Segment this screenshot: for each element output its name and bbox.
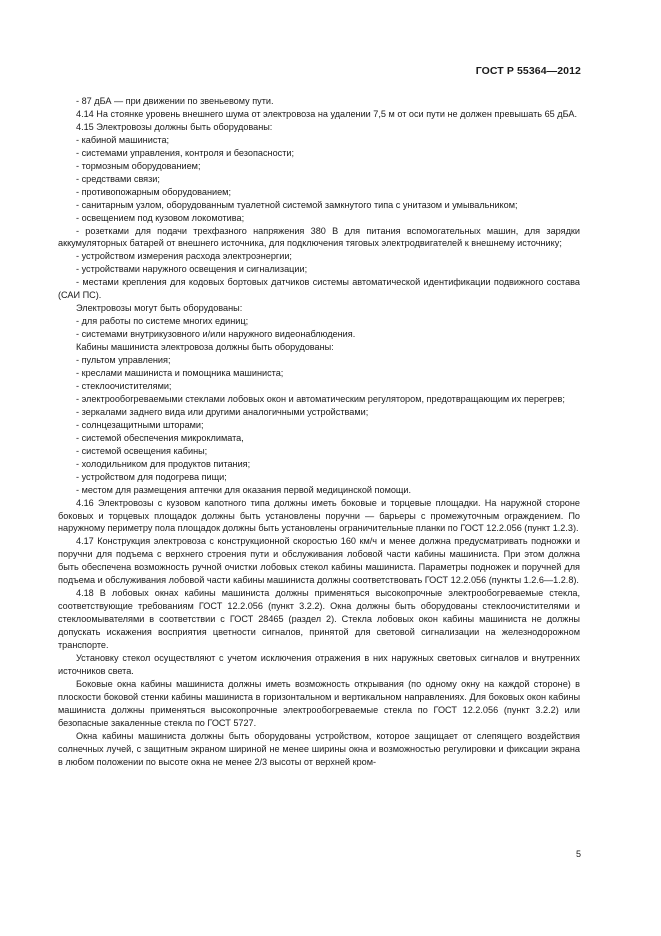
list-item: - креслами машиниста и помощника машиниста; — [76, 368, 284, 379]
list-item: - устройством измерения расхода электроэнергии; — [76, 251, 292, 262]
paragraph: 4.18 В лобовых окнах кабины машиниста должны применяться высокопрочные электрообогреваемые стекла, соответствующие требованиям ГОСТ 12.2.056 (пункт 3.2.2). Окна должны быть оборудованы стеклоочистителями и стеклоомывателями в соответствии с ГОСТ 28465 (раздел 2). Стекла лобовых окон кабины машиниста не должны допускать искажения восприятия цветности сигналов, принятой для световой сигнализации на железнодорожном транспорте. — [58, 588, 580, 651]
paragraph: Кабины машиниста электровоза должны быть оборудованы: — [76, 342, 334, 353]
list-item: - системами управления, контроля и безопасности; — [76, 147, 295, 158]
paragraph: Электровозы могут быть оборудованы: — [76, 303, 243, 314]
paragraph: 4.16 Электровозы с кузовом капотного типа должны иметь боковые и торцевые площадки. На наружной стороне боковых и торцевых площадок должны быть установлены поручни — барьеры с промежуточным ограждением. По наружному периметру пола площадок должны быть установлены ограничительные планки по ГОСТ 12.2.056 (пункт 1.2.3). — [58, 497, 580, 534]
list-item: - 87 дБА — при движении по звеньевому пути. — [76, 96, 274, 106]
list-item: - системой обеспечения микроклимата, — [76, 432, 244, 443]
list-item: - устройством для подогрева пищи; — [76, 471, 227, 482]
list-item: - кабиной машиниста; — [76, 134, 170, 145]
list-item: - стеклоочистителями; — [76, 380, 172, 391]
paragraph: 4.15 Электровозы должны быть оборудованы: — [76, 121, 273, 132]
list-item: - средствами связи; — [76, 173, 160, 184]
list-item: - холодильником для продуктов питания; — [76, 458, 251, 469]
paragraph: 4.14 На стоянке уровень внешнего шума от электровоза на удалении 7,5 м от оси пути не должен превышать 65 дБА. — [76, 108, 578, 119]
list-item: - для работы по системе многих единиц; — [76, 316, 249, 327]
list-item: - тормозным оборудованием; — [76, 160, 201, 171]
paragraph: Окна кабины машиниста должны быть оборудованы устройством, которое защищает от слепящего воздействия солнечных лучей, с защитным экраном шириной не менее ширины окна и возможностью регулировки и фиксации экрана в любом положении по высоте окна не менее 2/3 высоты от верхней кром- — [58, 730, 580, 767]
list-item: - противопожарным оборудованием; — [76, 186, 231, 197]
paragraph: Установку стекол осуществляют с учетом исключения отражения в них наружных световых сигналов и внутренних источников света. — [58, 652, 580, 676]
list-item: - розетками для подачи трехфазного напряжения 380 В для питания вспомогательных машин, для зарядки аккумуляторных батарей от внешнего источника, для подключения тяговых электродвигателей к внешнему источнику; — [58, 225, 580, 249]
standard-header: ГОСТ Р 55364—2012 — [475, 65, 581, 77]
list-item: - электрообогреваемыми стеклами лобовых окон и автоматическим регулятором, предотвращающим их перегрев; — [76, 393, 565, 404]
list-item: - системами внутрикузовного и/или наружного видеонаблюдения. — [76, 329, 356, 340]
list-item: - местом для размещения аптечки для оказания первой медицинской помощи. — [76, 484, 412, 495]
document-body — [58, 95, 580, 769]
paragraph: Боковые окна кабины машиниста должны иметь возможность открывания (по одному окну на каждой стороне) в плоскости боковой стенки кабины машиниста в горизонтальном и вертикальном направлениях. Для боковых окон кабины машиниста должны применяться высокопрочные электрообогреваемые стекла по ГОСТ 12.2.056 (пункт 3.2.2) или безопасные закаленные стекла по ГОСТ 5727. — [58, 678, 580, 728]
list-item: - освещением под кузовом локомотива; — [76, 212, 245, 223]
list-item: - зеркалами заднего вида или другими аналогичными устройствами; — [76, 406, 369, 417]
list-item: - солнцезащитными шторами; — [76, 419, 204, 430]
list-item: - системой освещения кабины; — [76, 445, 208, 456]
list-item: - пультом управления; — [76, 355, 171, 366]
list-item: - устройствами наружного освещения и сигнализации; — [76, 264, 308, 275]
paragraph: 4.17 Конструкция электровоза с конструкционной скоростью 160 км/ч и менее должна предусматривать подножки и поручни для подъема с верхнего строения пути и обслуживания лобовой части кабины машиниста. При этом должна быть обеспечена возможность ручной очистки лобовых стекол кабины машиниста. Параметры подножек и поручней для подъема и обслуживания лобовой части кабины машиниста должны соответствовать ГОСТ 12.2.056 (пункты 1.2.6—1.2.8). — [58, 536, 580, 586]
page-number: 5 — [575, 849, 581, 859]
list-item: - местами крепления для кодовых бортовых датчиков системы автоматической идентификации подвижного состава (САИ ПС). — [58, 277, 580, 301]
list-item: - санитарным узлом, оборудованным туалетной системой замкнутого типа с унитазом и умывальником; — [76, 199, 518, 210]
